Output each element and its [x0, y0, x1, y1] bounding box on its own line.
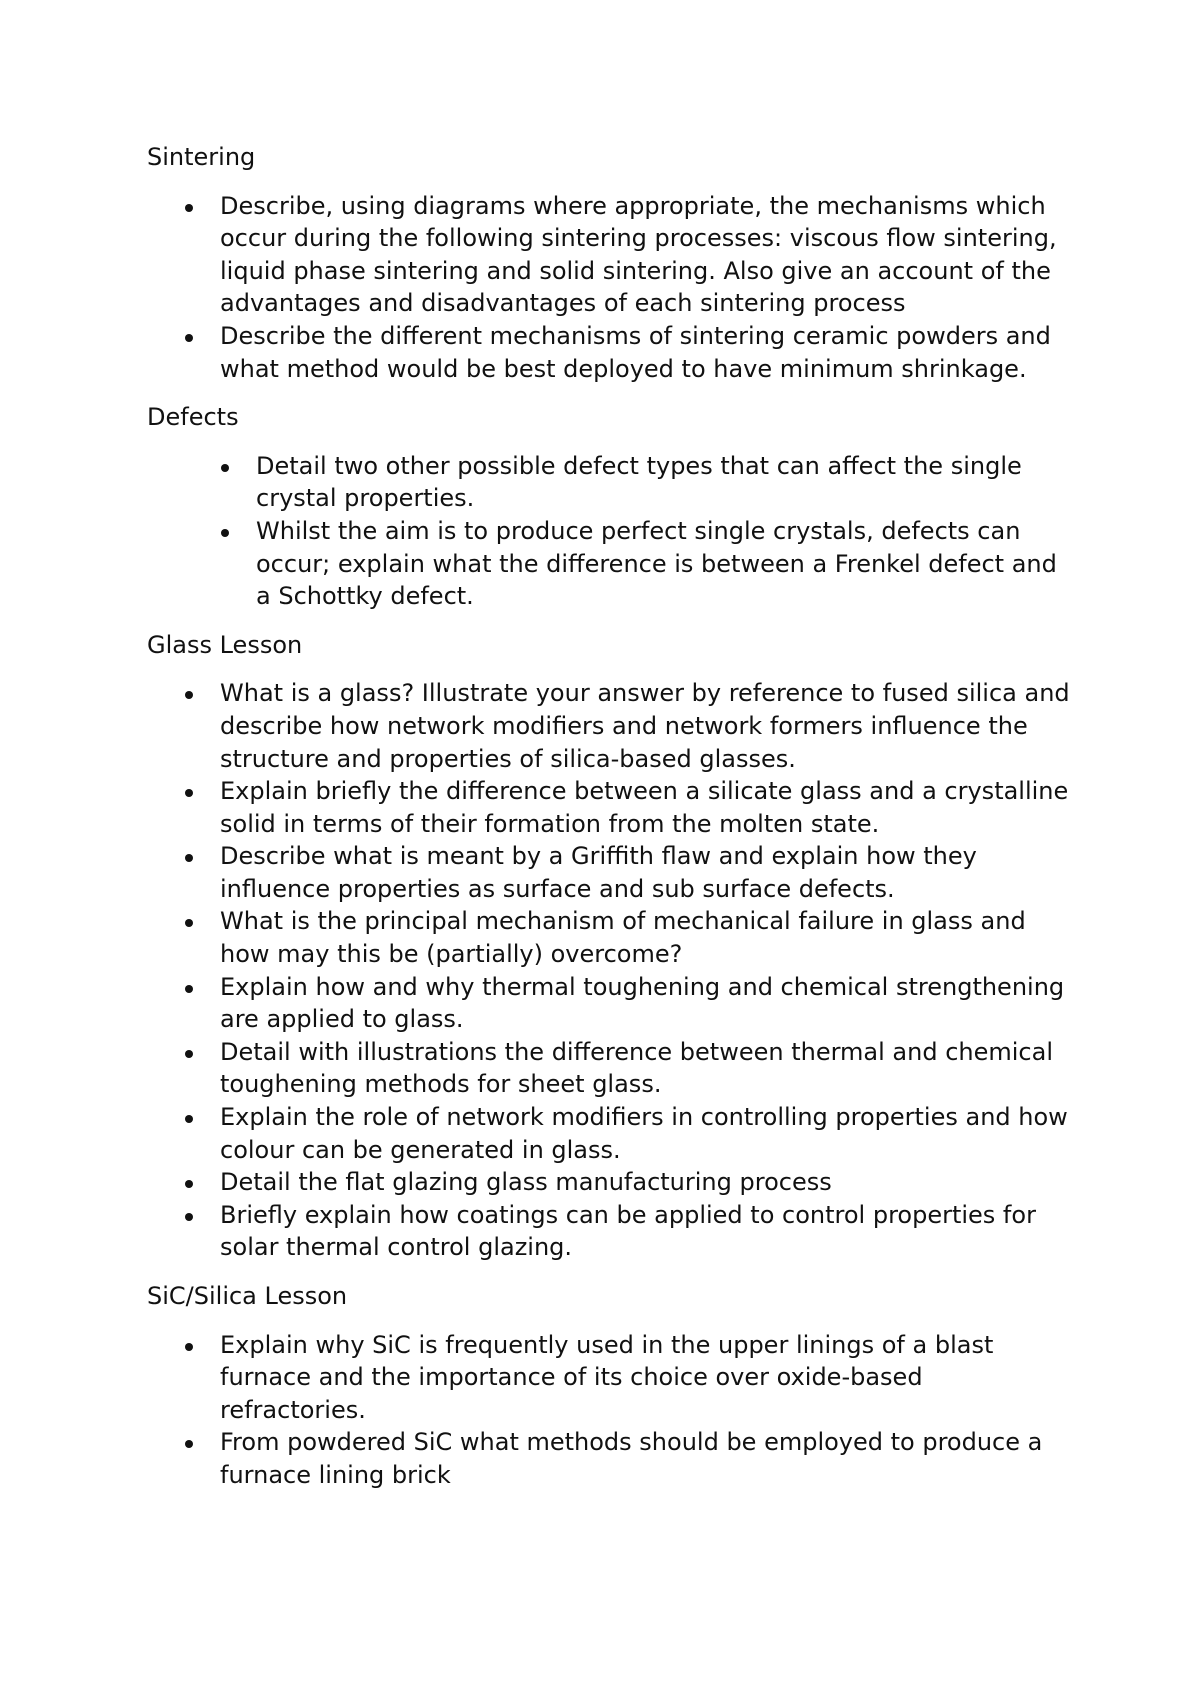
bullet-icon	[185, 1115, 193, 1123]
list-item	[147, 840, 1075, 905]
list-item-text: Describe, using diagrams where appropriate, the mechanisms which occur during the following sintering processes: viscous flow sintering, liquid phase sintering and solid sintering. Also give an account of the advantages and disadvantages of each sintering process	[220, 191, 1057, 318]
section-heading-sintering: Sintering	[147, 143, 256, 171]
list-item-text: Detail the flat glazing glass manufacturing process	[220, 1168, 832, 1197]
bullet-icon	[185, 1440, 193, 1448]
list-item-text: Describe what is meant by a Griffith flaw and explain how they influence properties as surface and sub surface defects.	[220, 842, 977, 903]
bullet-icon	[221, 529, 229, 537]
list-item	[147, 1329, 1075, 1427]
list-item	[147, 320, 1075, 385]
section-heading-sic-silica-lesson: SiC/Silica Lesson	[147, 1282, 348, 1310]
list-item-text: Explain briefly the difference between a silicate glass and a crystalline solid in terms of their formation from the molten state.	[220, 777, 1069, 838]
defects-list	[147, 450, 1077, 613]
list-item	[147, 450, 1075, 515]
list-item	[147, 1166, 1075, 1199]
bullet-icon	[185, 1343, 193, 1351]
bullet-icon	[185, 334, 193, 342]
list-item	[147, 190, 1075, 320]
list-item	[147, 905, 1075, 970]
list-item	[147, 775, 1075, 840]
list-item-text: Describe the different mechanisms of sintering ceramic powders and what method would be best deployed to have minimum shrinkage.	[220, 321, 1051, 383]
list-item	[147, 1101, 1075, 1166]
list-item	[147, 515, 1075, 613]
list-item-text: Detail two other possible defect types that can affect the single crystal properties.	[256, 451, 1022, 513]
bullet-icon	[185, 919, 193, 927]
list-item-text: Briefly explain how coatings can be applied to control properties for solar thermal control glazing.	[220, 1200, 1036, 1262]
list-item-text: What is the principal mechanism of mechanical failure in glass and how may this be (partially) overcome?	[220, 907, 1026, 969]
list-item	[147, 1199, 1075, 1264]
list-item-text: Detail with illustrations the difference between thermal and chemical toughening methods for sheet glass.	[220, 1037, 1054, 1099]
list-item-text: From powdered SiC what methods should be employed to produce a furnace lining brick	[220, 1428, 1043, 1489]
document-content	[147, 141, 1077, 1508]
bullet-icon	[221, 464, 229, 472]
bullet-icon	[185, 1180, 193, 1188]
bullet-icon	[185, 985, 193, 993]
list-item-text: Explain why SiC is frequently used in the upper linings of a blast furnace and the importance of its choice over oxide-based refractories.	[220, 1330, 994, 1424]
list-item	[147, 1426, 1075, 1491]
list-item-text: Explain the role of network modifiers in controlling properties and how colour can be generated in glass.	[220, 1103, 1068, 1164]
list-item	[147, 971, 1075, 1036]
list-item-text: What is a glass? Illustrate your answer by reference to fused silica and describe how network modifiers and network formers influence the structure and properties of silica-based glasses.	[220, 679, 1070, 773]
list-item-text: Explain how and why thermal toughening and chemical strengthening are applied to glass.	[220, 972, 1065, 1034]
bullet-icon	[185, 1050, 193, 1058]
section-heading-defects: Defects	[147, 403, 239, 432]
sintering-list	[147, 190, 1077, 386]
list-item	[147, 677, 1075, 775]
bullet-icon	[185, 1213, 193, 1221]
section-heading-glass-lesson: Glass Lesson	[147, 630, 303, 659]
bullet-icon	[185, 691, 193, 699]
bullet-icon	[185, 789, 193, 797]
list-item-text: Whilst the aim is to produce perfect single crystals, defects can occur; explain what the difference is between a Frenkel defect and a Schottky defect.	[256, 516, 1057, 611]
bullet-icon	[185, 854, 193, 862]
sic-silica-lesson-list	[147, 1329, 1077, 1492]
bullet-icon	[185, 204, 193, 212]
glass-lesson-list	[147, 677, 1077, 1264]
list-item	[147, 1036, 1075, 1101]
